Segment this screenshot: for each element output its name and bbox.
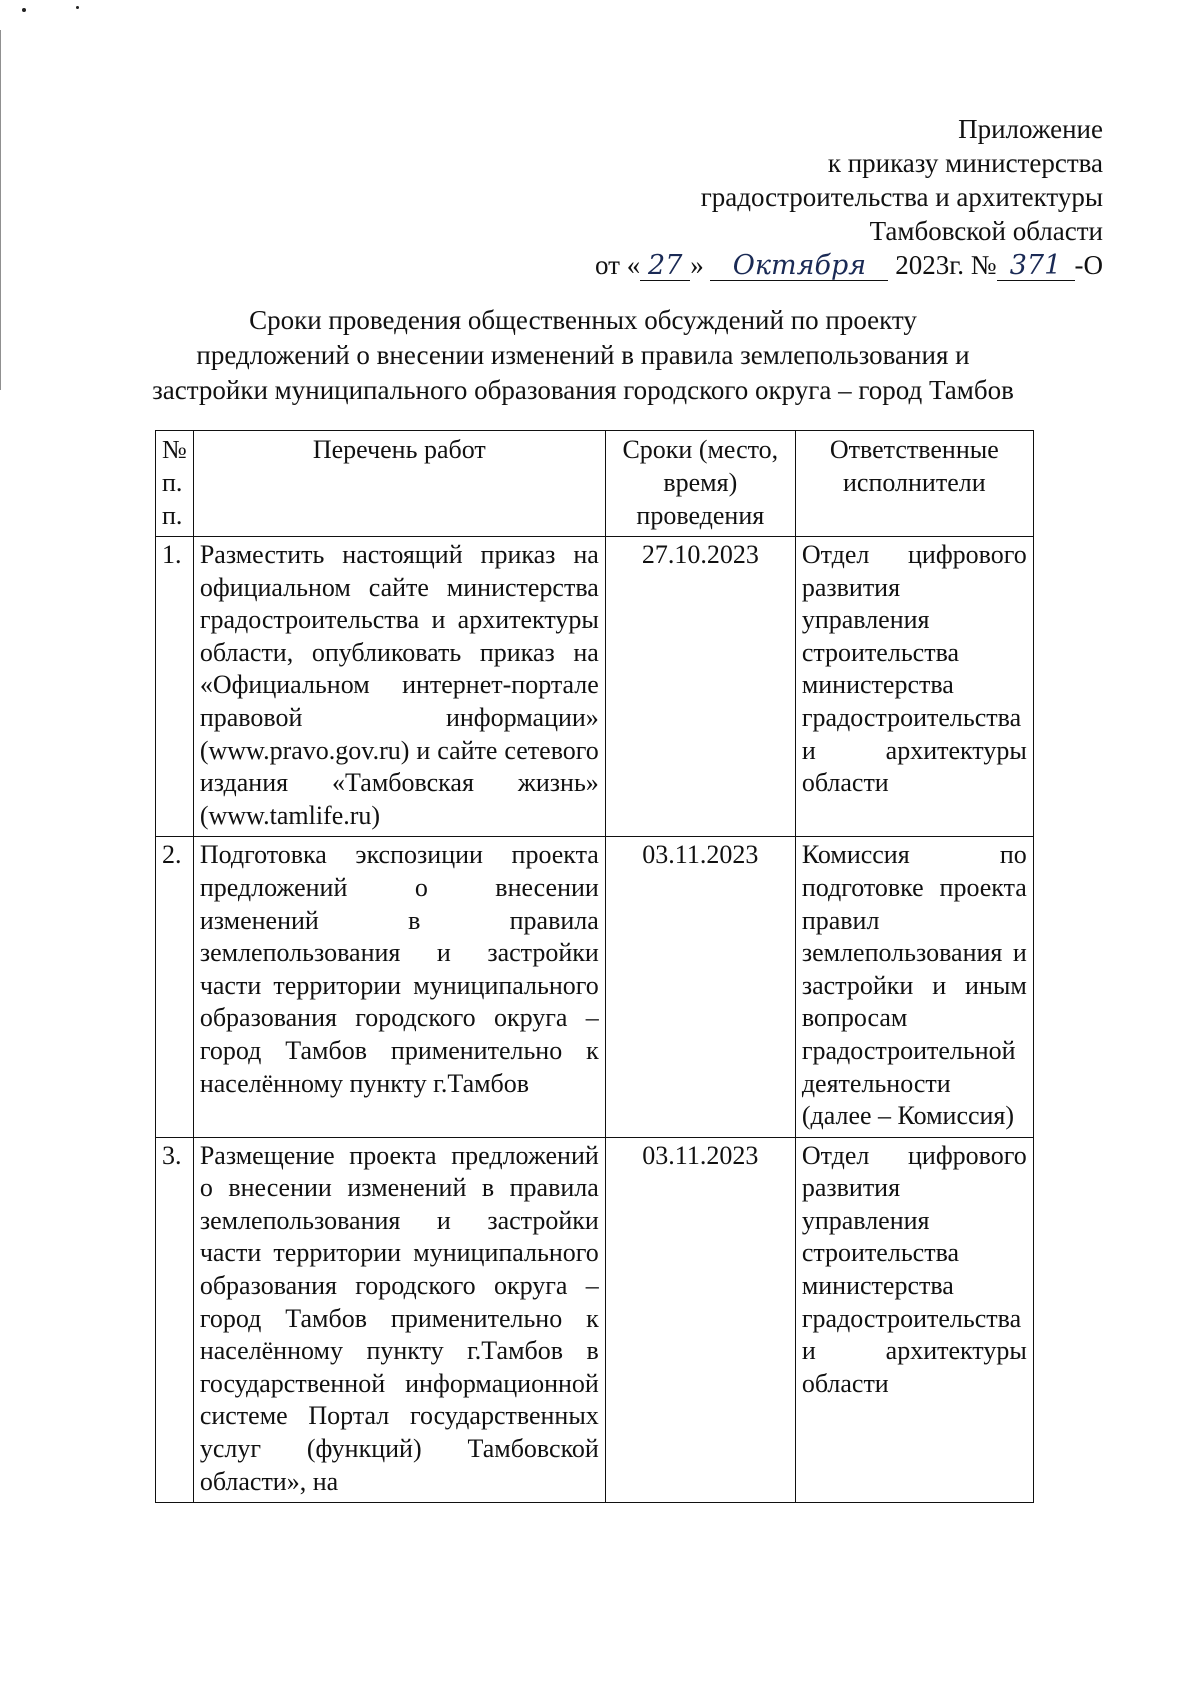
table-header-row [156, 431, 1034, 537]
order-year: 2023г. № [895, 250, 997, 280]
order-suffix: -О [1074, 250, 1103, 280]
scan-dot [76, 6, 79, 9]
order-day-handwritten: 27 [640, 252, 690, 281]
table-row [156, 837, 1034, 1137]
works-schedule-table [155, 430, 1034, 1503]
row-num: 2. [156, 837, 194, 1137]
row-work: Размещение проекта предложений о внесении изменений в правила землепользования и застройки части территории муниципального образования городского округа – город Тамбов применительно к населённому пункту г.Тамбов в государственной информационной системе Портал государственных услуг (функций) Тамбовской области», на [193, 1137, 605, 1503]
order-prefix: от « [595, 250, 641, 280]
row-work: Разместить настоящий приказ на официальном сайте министерства градостроительства и архитектуры области, опубликовать приказ на «Официальном интернет-портале правовой информации» (www.pravo.gov.ru) и сайте сетевого издания «Тамбовская жизнь» (www.tamlife.ru) [193, 537, 605, 837]
row-date: 03.11.2023 [605, 837, 795, 1137]
order-mid: » [690, 250, 704, 280]
title-line: предложений о внесении изменений в правила землепользования и [196, 340, 970, 370]
row-num: 3. [156, 1137, 194, 1503]
appendix-header [595, 112, 1103, 282]
order-month-handwritten: Октября [710, 252, 888, 281]
header-num: № п. п. [156, 431, 194, 537]
row-resp: Отдел цифрового развития управления строительства министерства градостроительства и архитектуры области [795, 1137, 1033, 1503]
title-line: застройки муниципального образования городского округа – город Тамбов [152, 375, 1014, 405]
header-date: Сроки (место, время) проведения [605, 431, 795, 537]
header-work: Перечень работ [193, 431, 605, 537]
table-row [156, 537, 1034, 837]
appendix-line: Приложение [958, 114, 1103, 144]
appendix-line: к приказу министерства [827, 148, 1103, 178]
row-work: Подготовка экспозиции проекта предложений о внесении изменений в правила землепользования и застройки части территории муниципального образования городского округа – город Тамбов применительно к населённому пункту г.Тамбов [193, 837, 605, 1137]
appendix-line: градостроительства и архитектуры [700, 182, 1103, 212]
order-number-handwritten: 371 [997, 252, 1075, 281]
scan-dot [22, 8, 26, 12]
header-resp: Ответственные исполнители [795, 431, 1033, 537]
row-resp: Комиссия по подготовке проекта правил землепользования и застройки и иным вопросам градостроительной деятельности (далее – Комиссия) [795, 837, 1033, 1137]
row-date: 03.11.2023 [605, 1137, 795, 1503]
row-num: 1. [156, 537, 194, 837]
document-title [0, 303, 1166, 408]
row-date: 27.10.2023 [605, 537, 795, 837]
row-resp: Отдел цифрового развития управления строительства министерства градостроительства и архитектуры области [795, 537, 1033, 837]
title-line: Сроки проведения общественных обсуждений по проекту [249, 305, 917, 335]
order-date-line [595, 248, 1103, 282]
appendix-line: Тамбовской области [869, 216, 1103, 246]
table-row [156, 1137, 1034, 1503]
